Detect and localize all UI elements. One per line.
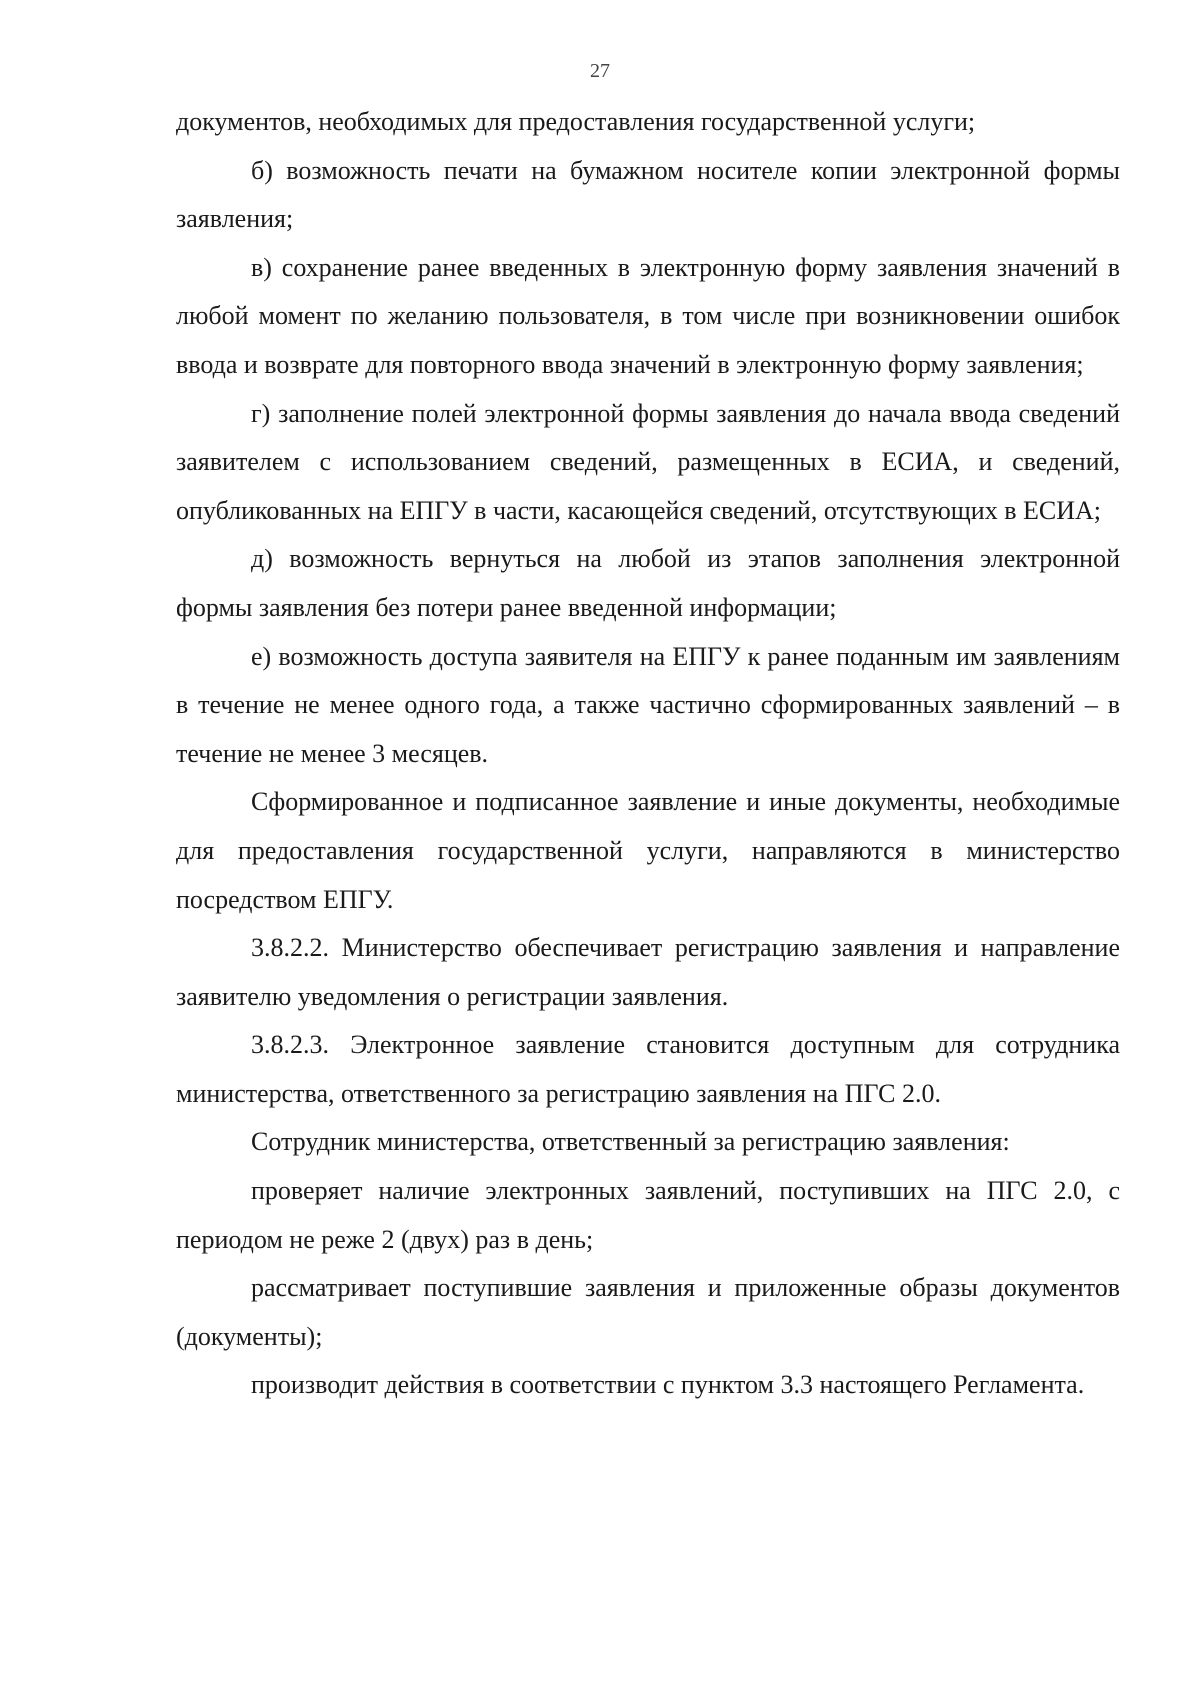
page-number: 27 [590, 60, 610, 82]
paragraph-duty-check: проверяет наличие электронных заявлений, поступивших на ПГС 2.0, с периодом не реже 2 (двух) раз в день; [176, 1176, 1120, 1254]
paragraph-continuation: документов, необходимых для предоставления государственной услуги; [176, 107, 976, 136]
paragraph-duty-review: рассматривает поступившие заявления и приложенные образы документов (документы); [176, 1273, 1120, 1351]
document-body [176, 98, 1120, 1410]
paragraph-item-b: б) возможность печати на бумажном носителе копии электронной формы заявления; [176, 155, 1120, 234]
paragraph-submission: Сформированное и подписанное заявление и иные документы, необходимые для предоставления государственной услуги, направляются в министерство посредством ЕПГУ. [176, 787, 1120, 914]
paragraph-3-8-2-2: 3.8.2.2. Министерство обеспечивает регистрацию заявления и направление заявителю уведомления о регистрации заявления. [176, 933, 1120, 1011]
paragraph-employee-duties: Сотрудник министерства, ответственный за регистрацию заявления: [251, 1127, 1010, 1157]
paragraph-duty-actions: производит действия в соответствии с пунктом 3.3 настоящего Регламента. [251, 1370, 1085, 1400]
paragraph-item-g: г) заполнение полей электронной формы заявления до начала ввода сведений заявителем с использованием сведений, размещенных в ЕСИА, и сведений, опубликованных на ЕПГУ в части, касающейся сведений, отсутствующих в ЕСИА; [176, 398, 1120, 525]
paragraph-item-e: е) возможность доступа заявителя на ЕПГУ к ранее поданным им заявлениям в течение не менее одного года, а также частично сформированных заявлений – в течение не менее 3 месяцев. [176, 641, 1120, 768]
paragraph-3-8-2-3: 3.8.2.3. Электронное заявление становится доступным для сотрудника министерства, ответственного за регистрацию заявления на ПГС 2.0. [176, 1030, 1120, 1108]
paragraph-item-v: в) сохранение ранее введенных в электронную форму заявления значений в любой момент по желанию пользователя, в том числе при возникновении ошибок ввода и возврате для повторного ввода значений в электронную форму заявления; [176, 252, 1120, 379]
paragraph-item-d: д) возможность вернуться на любой из этапов заполнения электронной формы заявления без потери ранее введенной информации; [176, 544, 1120, 622]
